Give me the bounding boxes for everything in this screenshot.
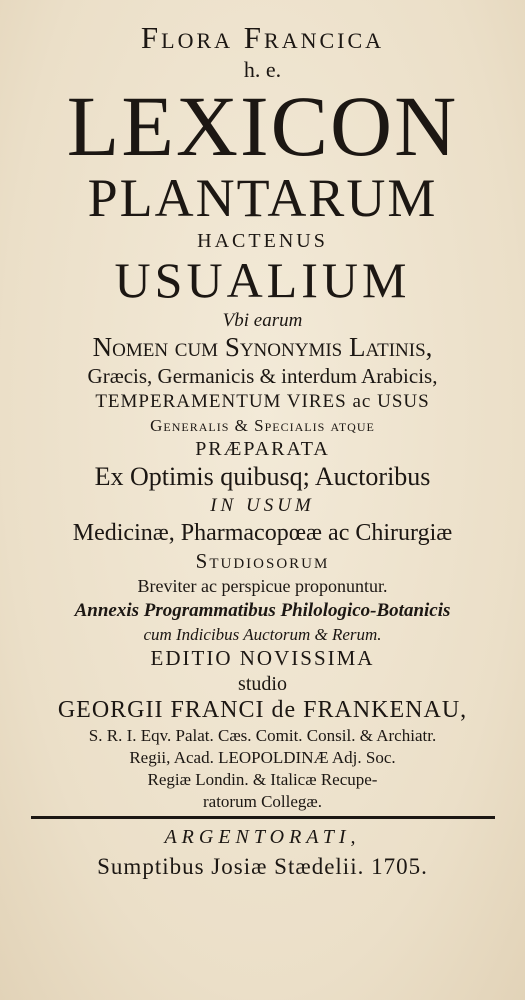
hactenus-line: HACTENUS [197, 230, 328, 252]
in-usum-line: IN USUM [210, 495, 315, 516]
he-abbreviation: h. e. [243, 57, 282, 82]
studio-line: studio [238, 673, 287, 695]
editio-novissima-line: EDITIO NOVISSIMA [150, 646, 375, 670]
lexicon-title: LEXICON [66, 78, 459, 174]
annexis-line: Annexis Programmatibus Philologico-Botanicis [74, 600, 451, 621]
medicinae-line: Medicinæ, Pharmacopœæ ac Chirurgiæ [72, 520, 453, 546]
author-name-line: GEORGII FRANCI de FRANKENAU, [57, 697, 468, 723]
usualium-title: USUALIUM [114, 252, 411, 308]
author-titles-line-1: S. R. I. Eqv. Palat. Cæs. Comit. Consil. & Archiatr. [88, 726, 437, 745]
author-titles-line-2: Regii, Acad. LEOPOLDINÆ Adj. Soc. [129, 748, 396, 767]
plantarum-title: PLANTARUM [87, 168, 438, 228]
ex-optimis-line: Ex Optimis quibusq; Auctoribus [94, 462, 431, 491]
temperamentum-line: TEMPERAMENTUM VIRES ac USUS [95, 391, 430, 412]
praeparata-line: PRÆPARATA [195, 438, 330, 460]
studiosorum-line: Studiosorum [195, 549, 330, 573]
flora-francica-heading: Flora Francica [140, 20, 385, 55]
imprint-publisher-line: Sumptibus Josiæ Stædelii. 1705. [97, 854, 428, 879]
graecis-line: Græcis, Germanicis & interdum Arabicis, [87, 364, 438, 388]
author-titles-line-4: ratorum Collegæ. [203, 792, 322, 811]
nomen-line: Nomen cum Synonymis Latinis, [92, 332, 433, 362]
author-titles-line-3: Regiæ Londin. & Italicæ Recupe- [147, 770, 378, 789]
divider-rule [31, 816, 495, 819]
imprint-place: ARGENTORATI, [164, 826, 361, 848]
breviter-line: Breviter ac perspicue proponuntur. [137, 576, 388, 596]
vbi-earum-line: Vbi earum [222, 310, 303, 331]
indicibus-line: cum Indicibus Auctorum & Rerum. [143, 625, 382, 644]
generalis-line: Generalis & Specialis atque [150, 416, 375, 435]
